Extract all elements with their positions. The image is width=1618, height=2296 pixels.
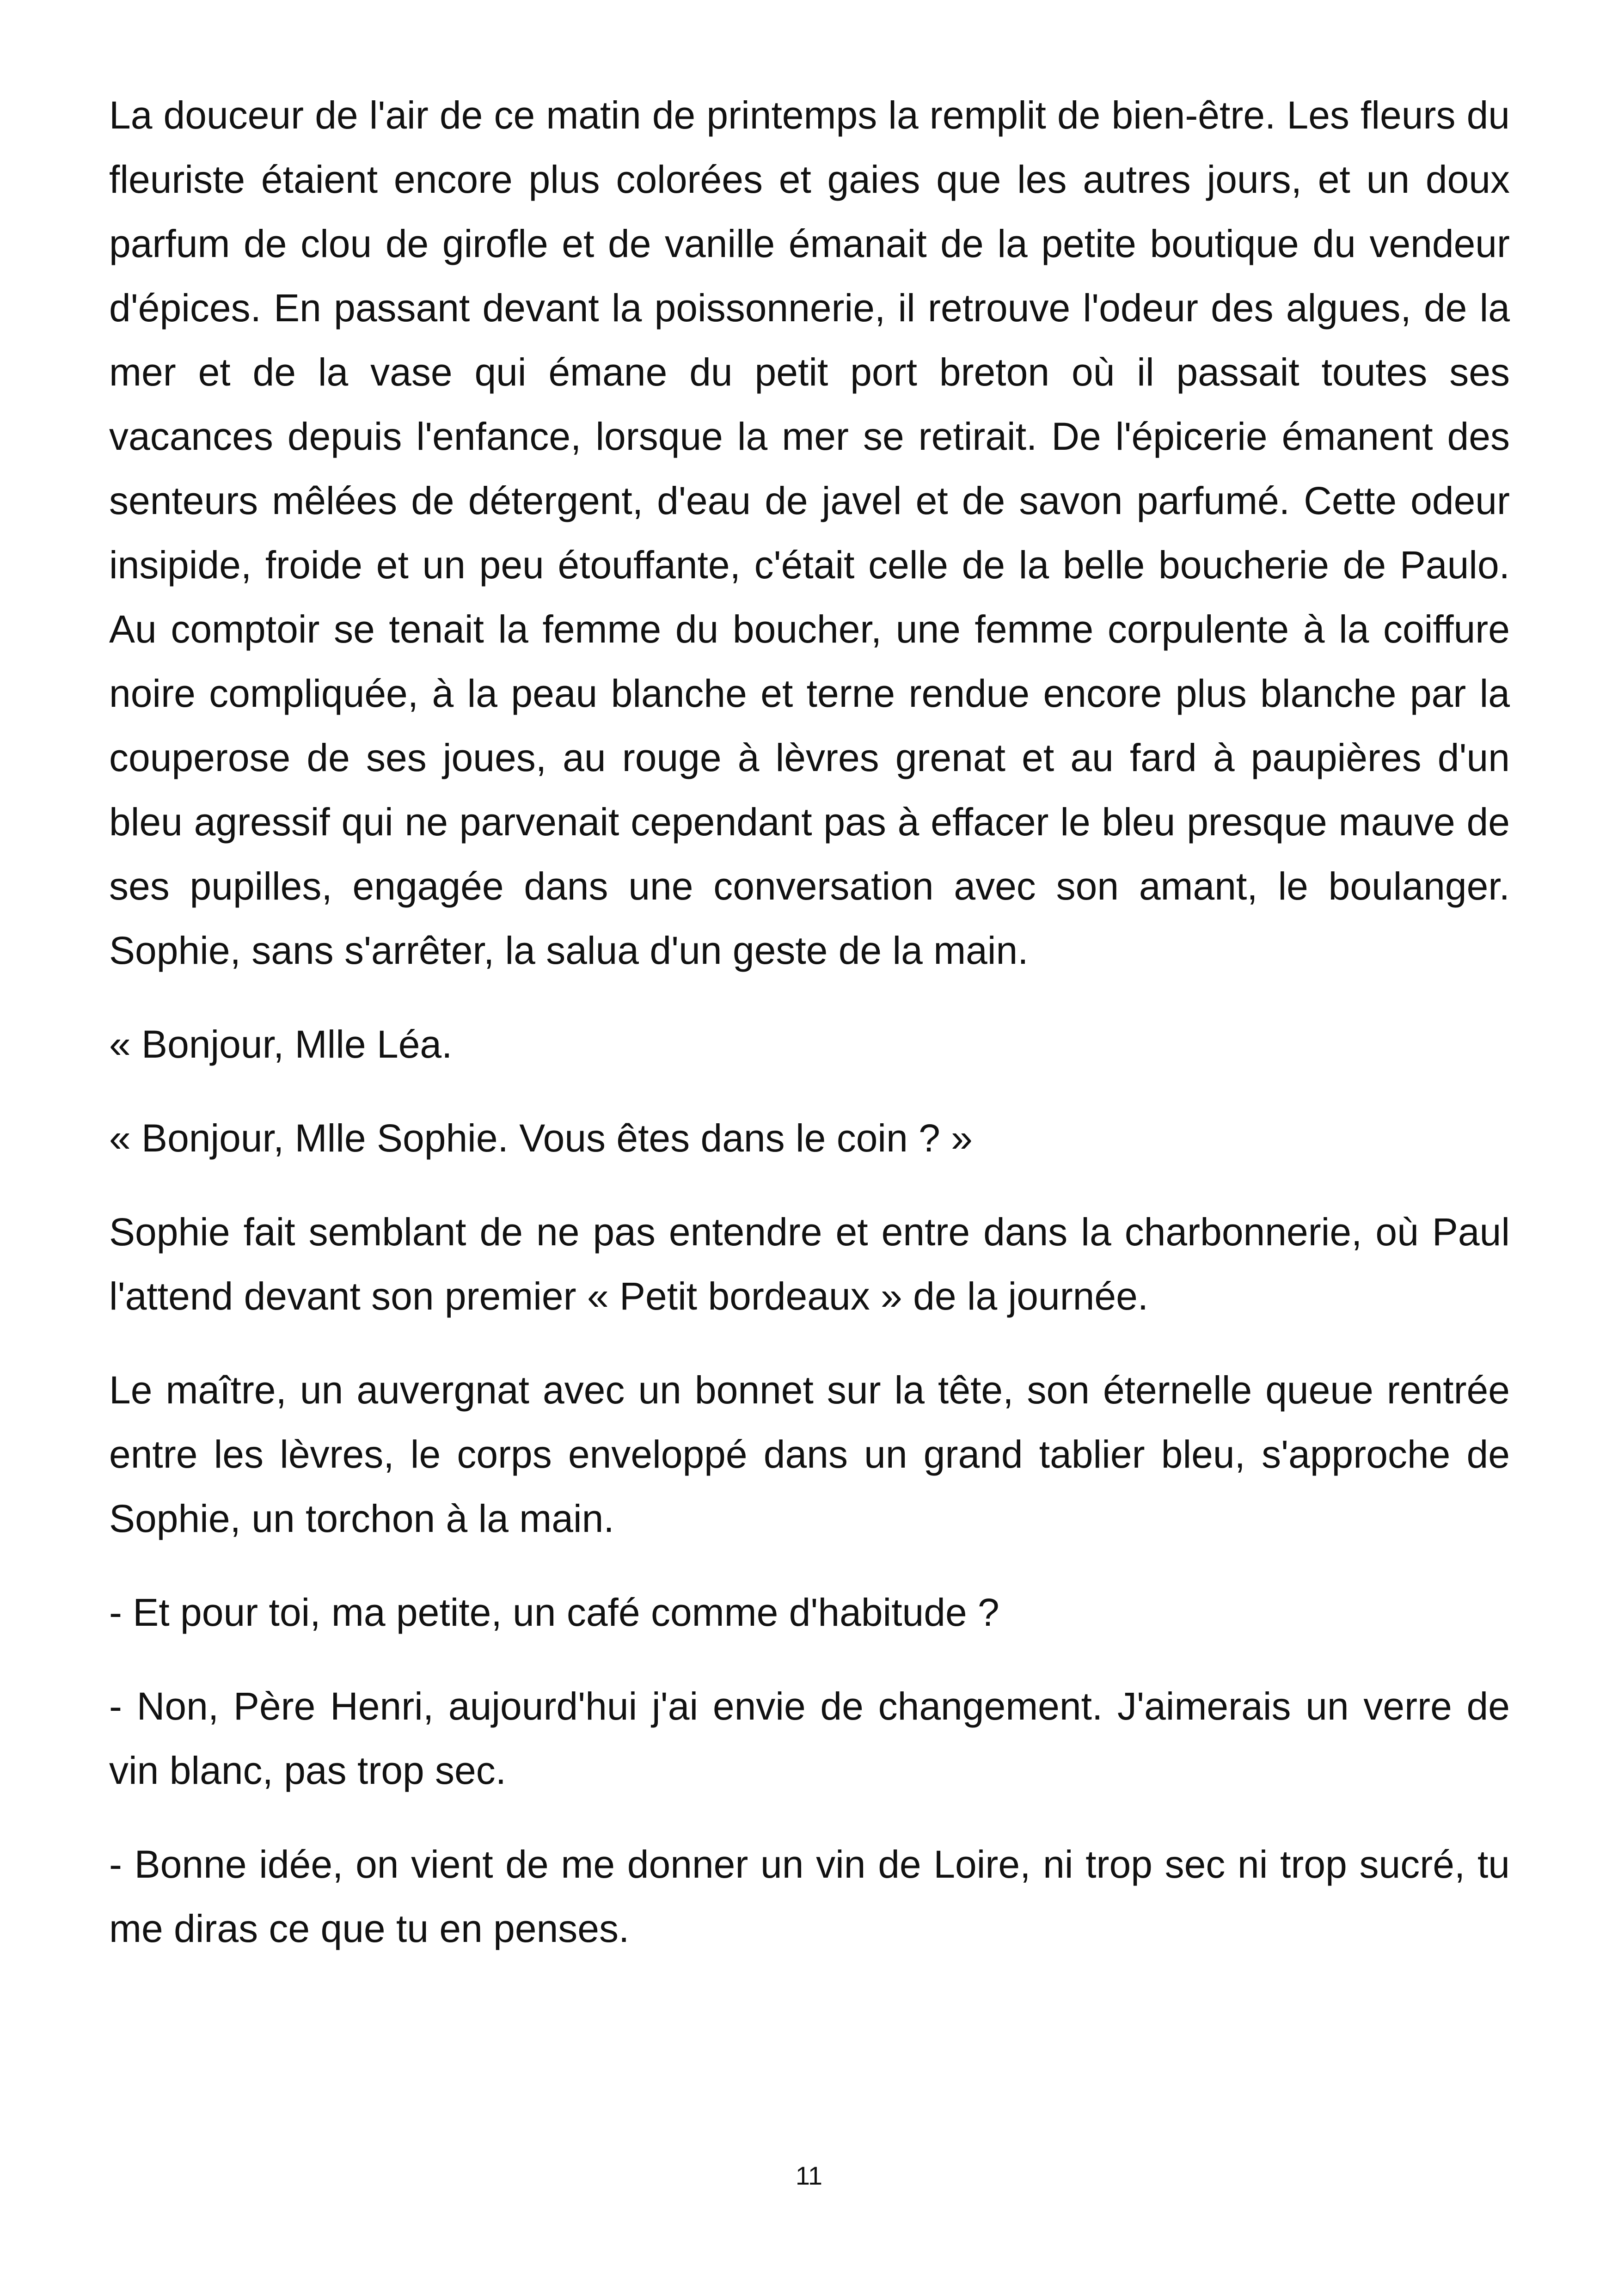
paragraph-8: - Bonne idée, on vient de me donner un vin de Loire, ni trop sec ni trop sucré, tu me diras ce que tu en penses. [109,1843,1510,1950]
body-text [109,83,1510,1990]
paragraph-7: - Non, Père Henri, aujourd'hui j'ai envie de changement. J'aimerais un verre de vin blanc, pas trop sec. [109,1684,1510,1792]
page-number: 11 [795,2161,823,2190]
paragraph-3: « Bonjour, Mlle Sophie. Vous êtes dans le coin ? » [109,1116,973,1160]
paragraph-2: « Bonjour, Mlle Léa. [109,1022,453,1066]
paragraph-6: - Et pour toi, ma petite, un café comme d'habitude ? [109,1591,999,1634]
paragraph-1: La douceur de l'air de ce matin de printemps la remplit de bien-être. Les fleurs du fleuriste étaient encore plus colorées et gaies que les autres jours, et un doux parfum de clou de girofle et de vanille émanait de la petite boutique du vendeur d'épices. En passant devant la poissonnerie, il retrouve l'odeur des algues, de la mer et de la vase qui émane du petit port breton où il passait toutes ses vacances depuis l'enfance, lorsque la mer se retirait. De l'épicerie émanent des senteurs mêlées de détergent, d'eau de javel et de savon parfumé. Cette odeur insipide, froide et un peu étouffante, c'était celle de la belle boucherie de Paulo. Au comptoir se tenait la femme du boucher, une femme corpulente à la coiffure noire compliquée, à la peau blanche et terne rendue encore plus blanche par la couperose de ses joues, au rouge à lèvres grenat et au fard à paupières d'un bleu agressif qui ne parvenait cependant pas à effacer le bleu presque mauve de ses pupilles, engagée dans une conversation avec son amant, le boulanger. Sophie, sans s'arrêter, la salua d'un geste de la main. [109,93,1510,972]
paragraph-4: Sophie fait semblant de ne pas entendre et entre dans la charbonnerie, où Paul l'attend devant son premier « Petit bordeaux » de la journée. [109,1210,1510,1318]
paragraph-5: Le maître, un auvergnat avec un bonnet sur la tête, son éternelle queue rentrée entre les lèvres, le corps enveloppé dans un grand tablier bleu, s'approche de Sophie, un torchon à la main. [109,1368,1510,1540]
